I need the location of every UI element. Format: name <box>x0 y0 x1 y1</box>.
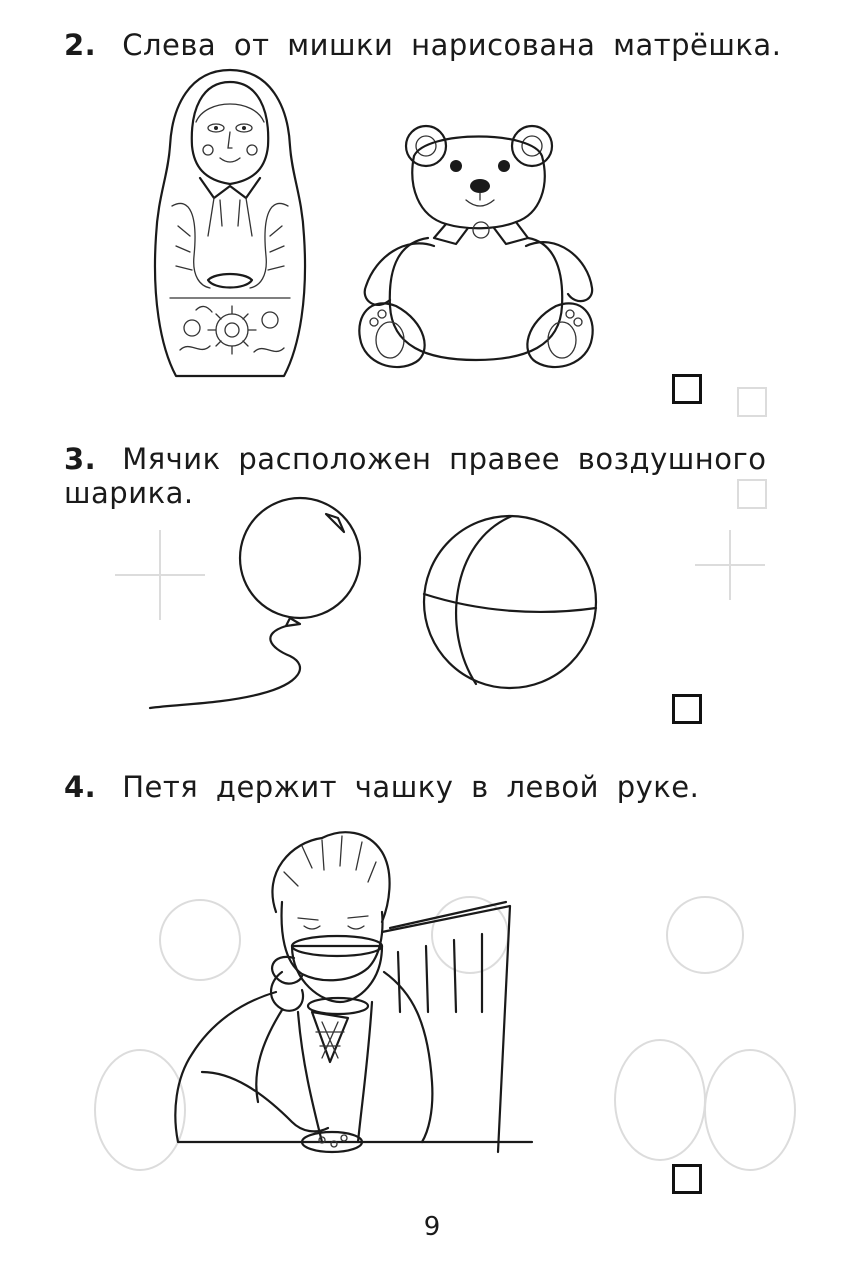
task-text: Мячик расположен правее воздушного шарика. <box>64 442 767 510</box>
ball-illustration <box>420 512 600 692</box>
task-2-answer-checkbox[interactable] <box>672 374 702 404</box>
task-3-answer-checkbox[interactable] <box>672 694 702 724</box>
task-text: Слева от мишки нарисована матрёшка. <box>122 28 782 62</box>
boy-with-cup-illustration <box>172 822 532 1192</box>
task-number: 2. <box>64 28 97 62</box>
page-number: 9 <box>423 1212 441 1242</box>
task-2-statement <box>64 28 781 62</box>
task-number: 4. <box>64 770 97 804</box>
balloon-illustration <box>140 494 380 724</box>
task-number: 3. <box>64 442 97 476</box>
task-text: Петя держит чашку в левой руке. <box>122 770 700 804</box>
task-4-statement <box>64 770 699 804</box>
task-4-answer-checkbox[interactable] <box>672 1164 702 1194</box>
matryoshka-illustration <box>150 66 310 386</box>
teddy-bear-illustration <box>356 116 596 381</box>
